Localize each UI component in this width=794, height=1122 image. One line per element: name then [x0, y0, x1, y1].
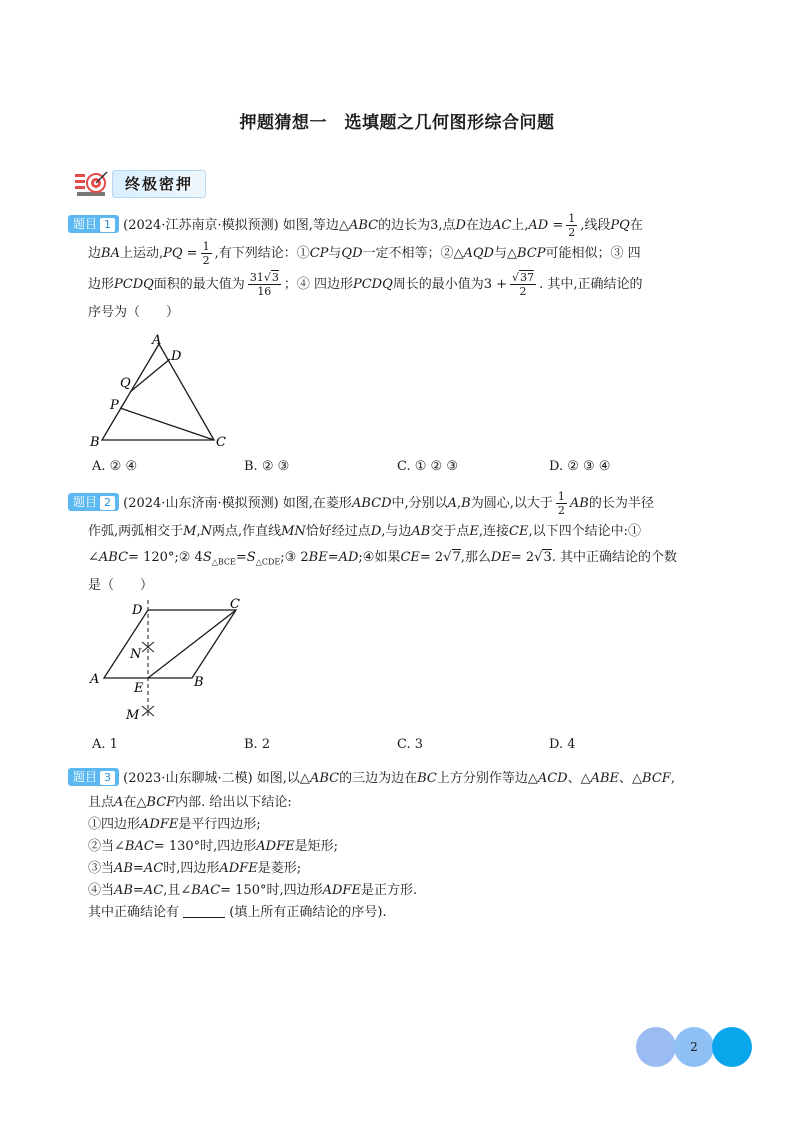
q1-label-c: C	[216, 435, 226, 450]
q1-line-3: 边形PCDQ面积的最大值为 $\frac{31√3}{16}$ ；④ 四边形PCDQ周长的最小值为3 + $\frac{√37}{2}$ . 其中,正确结论的	[88, 271, 643, 298]
q1-label-d: D	[171, 349, 182, 364]
page-number-badge	[636, 1027, 754, 1067]
section-header	[74, 168, 224, 198]
q1-line-4: 序号为（ ）	[88, 305, 180, 320]
q3-conclusion-1: ①四边形ADFE是平行四边形;	[88, 817, 261, 832]
q3-conclusion-2: ②当∠BAC= 130°时,四边形ADFE是矩形;	[88, 839, 338, 854]
q2-option-c[interactable]: C. 3	[397, 737, 424, 752]
q1-label-b: B	[90, 435, 100, 450]
fraction-one-half: $\frac{1}{2}$	[202, 240, 210, 267]
q2-option-b[interactable]: B. 2	[244, 737, 271, 752]
q2-line-1: 题目 2 (2024·山东济南·模拟预测) 如图,在菱形ABCD中,分别以A,B为圆心,以大于 $\frac{1}{2}$ AB的长为半径	[68, 490, 728, 518]
q2-option-d[interactable]: D. 4	[549, 737, 576, 752]
q1-line-2: 边BA上运动,PQ = $\frac{1}{2}$ ,有下列结论：①CP与QD一定不相等；②△AQD与△BCP可能相似；③ 四	[88, 240, 641, 267]
q1-label-a: A	[152, 333, 162, 348]
q2-label-c: C	[230, 597, 240, 612]
section-title: 终极密押	[112, 170, 206, 198]
q3-answer-line: 其中正确结论有 (填上所有正确结论的序号).	[88, 905, 387, 920]
q2-line-3: ∠ABC= 120°;② $4S_{\triangle BCE}=S_{\triangle CDE};③$ 2BE=AD;④如果CE= 2√7,那么DE= 2√3. 其中正确结论的个数	[88, 550, 677, 567]
q1-option-c[interactable]: C. ① ② ③	[397, 459, 458, 474]
q3-conclusion-4: ④当AB=AC,且∠BAC= 150°时,四边形ADFE是正方形.	[88, 883, 418, 898]
fraction-one-half: $\frac{1}{2}$	[557, 490, 565, 517]
q1-label-q: Q	[120, 376, 131, 391]
decor-circle-mid: 2	[674, 1027, 714, 1067]
q1-figure	[84, 332, 234, 452]
q3-line-2: 且点A在△BCF内部. 给出以下结论:	[88, 795, 292, 810]
q1-option-b[interactable]: B. ② ③	[244, 459, 290, 474]
q2-label-d: D	[132, 603, 143, 618]
q2-line-4: 是（ ）	[88, 577, 154, 593]
q3-line-1: 题目 3 (2023·山东聊城·二模) 如图,以△ABC的三边为边在BC上方分别作等边△ACD、△ABE、△BCF,	[68, 766, 728, 792]
decor-circle-right	[712, 1027, 752, 1067]
decor-circle-left	[636, 1027, 676, 1067]
question-3	[68, 766, 728, 924]
q2-label-m: M	[126, 708, 140, 723]
q2-tag: 题目 2	[68, 493, 119, 511]
q1-label-p: P	[110, 398, 119, 413]
question-1	[68, 212, 728, 324]
q2-line-2: 作弧,两弧相交于M,N两点,作直线MN恰好经过点D,与边AB交于点E,连接CE,以下四个结论中:①	[88, 524, 641, 539]
page-title: 押题猜想一 选填题之几何图形综合问题	[239, 113, 555, 133]
target-icon	[74, 168, 110, 198]
q3-conclusion-3: ③当AB=AC时,四边形ADFE是菱形;	[88, 861, 302, 876]
fraction-perimeter: $\frac{√37}{2}$	[512, 271, 535, 298]
q2-option-a[interactable]: A. 1	[92, 737, 118, 752]
q1-option-d[interactable]: D. ② ③ ④	[549, 459, 611, 474]
q2-label-e: E	[134, 681, 144, 696]
q1-line-1: 题目 1 (2024·江苏南京·模拟预测) 如图,等边△ABC的边长为3,点D在边AC上,AD = $\frac{1}{2}$ ,线段PQ在	[68, 212, 728, 240]
q3-tag: 题目 3	[68, 768, 119, 786]
q1-tag: 题目 1	[68, 215, 119, 233]
answer-blank[interactable]	[183, 903, 225, 918]
q2-figure	[84, 594, 254, 724]
question-2	[68, 490, 728, 597]
fraction-one-half: $\frac{1}{2}$	[568, 212, 576, 239]
q1-option-a[interactable]: A. ② ④	[92, 459, 138, 474]
q2-label-a: A	[90, 672, 100, 687]
q2-label-n: N	[130, 647, 142, 662]
q2-label-b: B	[194, 675, 204, 690]
fraction-area: $\frac{31√3}{16}$	[249, 271, 279, 298]
